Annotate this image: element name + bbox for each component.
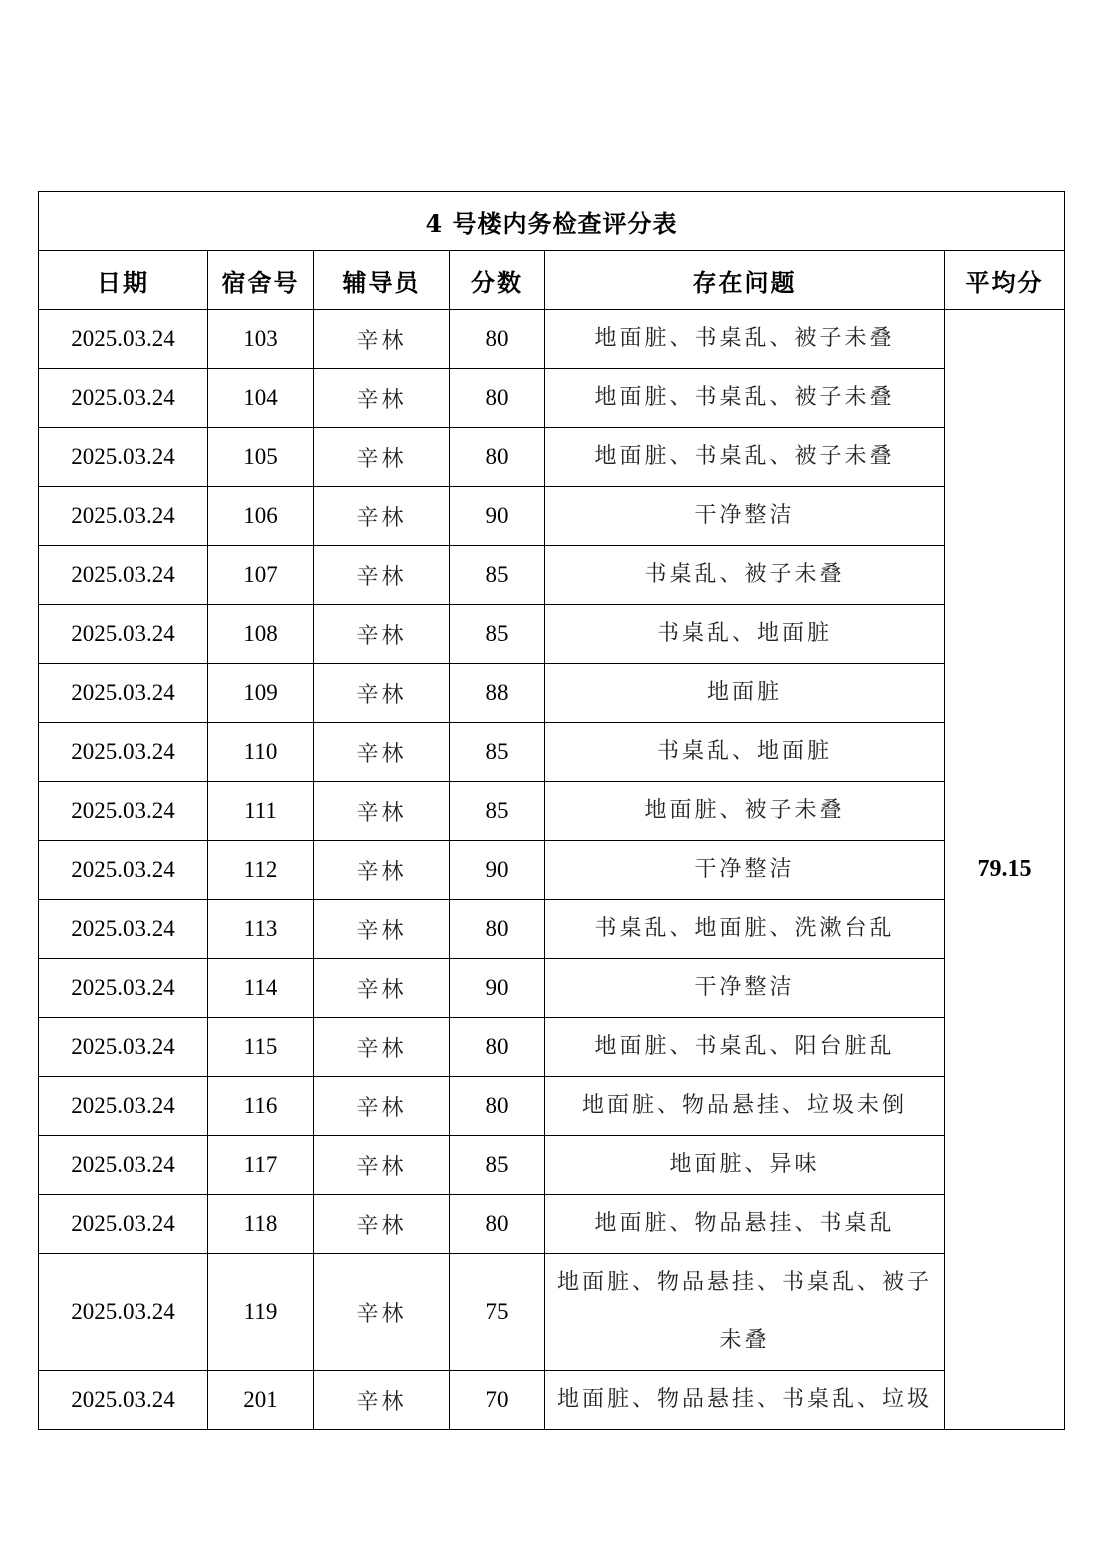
cell-score: 85 xyxy=(450,1136,545,1195)
cell-date: 2025.03.24 xyxy=(39,1018,208,1077)
cell-counselor: 辛林 xyxy=(314,487,450,546)
cell-room: 105 xyxy=(208,428,314,487)
col-header-date: 日期 xyxy=(39,251,208,310)
cell-room: 107 xyxy=(208,546,314,605)
cell-score: 85 xyxy=(450,605,545,664)
cell-score: 70 xyxy=(450,1371,545,1430)
table-row xyxy=(39,841,1065,900)
cell-counselor: 辛林 xyxy=(314,369,450,428)
cell-score: 88 xyxy=(450,664,545,723)
cell-issues: 地面脏、书桌乱、被子未叠 xyxy=(545,369,945,428)
table-body xyxy=(39,310,1065,1430)
cell-issues: 书桌乱、地面脏、洗漱台乱 xyxy=(545,900,945,959)
cell-date: 2025.03.24 xyxy=(39,1136,208,1195)
cell-issues: 地面脏、物品悬挂、书桌乱 xyxy=(545,1195,945,1254)
cell-score: 85 xyxy=(450,546,545,605)
cell-counselor: 辛林 xyxy=(314,1018,450,1077)
table-row xyxy=(39,487,1065,546)
table-row xyxy=(39,310,1065,369)
cell-counselor: 辛林 xyxy=(314,1077,450,1136)
cell-score: 90 xyxy=(450,487,545,546)
cell-issues: 地面脏、物品悬挂、书桌乱、被子未叠 xyxy=(545,1254,945,1371)
cell-date: 2025.03.24 xyxy=(39,1371,208,1430)
cell-score: 85 xyxy=(450,723,545,782)
cell-room: 106 xyxy=(208,487,314,546)
col-header-issues: 存在问题 xyxy=(545,251,945,310)
cell-issues: 地面脏、书桌乱、阳台脏乱 xyxy=(545,1018,945,1077)
cell-score: 80 xyxy=(450,1018,545,1077)
cell-issues: 干净整洁 xyxy=(545,487,945,546)
cell-score: 75 xyxy=(450,1254,545,1371)
cell-date: 2025.03.24 xyxy=(39,1077,208,1136)
table-row xyxy=(39,546,1065,605)
average-score: 79.15 xyxy=(945,310,1065,1430)
cell-date: 2025.03.24 xyxy=(39,900,208,959)
cell-counselor: 辛林 xyxy=(314,1136,450,1195)
cell-date: 2025.03.24 xyxy=(39,487,208,546)
cell-issues: 书桌乱、地面脏 xyxy=(545,605,945,664)
cell-issues: 书桌乱、被子未叠 xyxy=(545,546,945,605)
cell-room: 114 xyxy=(208,959,314,1018)
cell-score: 80 xyxy=(450,310,545,369)
table-row xyxy=(39,900,1065,959)
col-header-average: 平均分 xyxy=(945,251,1065,310)
cell-date: 2025.03.24 xyxy=(39,310,208,369)
table-row xyxy=(39,428,1065,487)
table-row xyxy=(39,1136,1065,1195)
cell-date: 2025.03.24 xyxy=(39,959,208,1018)
cell-date: 2025.03.24 xyxy=(39,428,208,487)
cell-room: 111 xyxy=(208,782,314,841)
cell-issues: 地面脏、被子未叠 xyxy=(545,782,945,841)
cell-counselor: 辛林 xyxy=(314,605,450,664)
inspection-sheet xyxy=(38,191,1064,1430)
cell-score: 80 xyxy=(450,369,545,428)
cell-counselor: 辛林 xyxy=(314,1254,450,1371)
cell-date: 2025.03.24 xyxy=(39,605,208,664)
cell-issues: 地面脏、物品悬挂、垃圾未倒 xyxy=(545,1077,945,1136)
col-header-counselor: 辅导员 xyxy=(314,251,450,310)
cell-room: 103 xyxy=(208,310,314,369)
cell-issues: 干净整洁 xyxy=(545,841,945,900)
table-title: 4 号楼内务检查评分表 xyxy=(39,192,1065,251)
cell-counselor: 辛林 xyxy=(314,1371,450,1430)
cell-date: 2025.03.24 xyxy=(39,841,208,900)
cell-counselor: 辛林 xyxy=(314,723,450,782)
table-row xyxy=(39,664,1065,723)
cell-room: 119 xyxy=(208,1254,314,1371)
inspection-table xyxy=(38,191,1065,1430)
cell-score: 85 xyxy=(450,782,545,841)
table-row xyxy=(39,782,1065,841)
cell-counselor: 辛林 xyxy=(314,664,450,723)
cell-score: 80 xyxy=(450,900,545,959)
cell-room: 104 xyxy=(208,369,314,428)
cell-issues: 地面脏、书桌乱、被子未叠 xyxy=(545,310,945,369)
cell-date: 2025.03.24 xyxy=(39,1254,208,1371)
cell-date: 2025.03.24 xyxy=(39,723,208,782)
cell-counselor: 辛林 xyxy=(314,428,450,487)
header-row xyxy=(39,251,1065,310)
table-row xyxy=(39,959,1065,1018)
cell-score: 90 xyxy=(450,841,545,900)
cell-score: 80 xyxy=(450,1195,545,1254)
cell-counselor: 辛林 xyxy=(314,310,450,369)
cell-room: 116 xyxy=(208,1077,314,1136)
cell-room: 108 xyxy=(208,605,314,664)
cell-issues: 地面脏、异味 xyxy=(545,1136,945,1195)
cell-room: 118 xyxy=(208,1195,314,1254)
cell-counselor: 辛林 xyxy=(314,841,450,900)
cell-room: 109 xyxy=(208,664,314,723)
cell-room: 117 xyxy=(208,1136,314,1195)
cell-room: 112 xyxy=(208,841,314,900)
table-row xyxy=(39,369,1065,428)
table-row xyxy=(39,723,1065,782)
cell-issues: 干净整洁 xyxy=(545,959,945,1018)
cell-date: 2025.03.24 xyxy=(39,1195,208,1254)
cell-date: 2025.03.24 xyxy=(39,782,208,841)
cell-date: 2025.03.24 xyxy=(39,546,208,605)
table-row xyxy=(39,1195,1065,1254)
cell-score: 90 xyxy=(450,959,545,1018)
cell-date: 2025.03.24 xyxy=(39,664,208,723)
col-header-room: 宿舍号 xyxy=(208,251,314,310)
table-row xyxy=(39,605,1065,664)
cell-room: 201 xyxy=(208,1371,314,1430)
cell-date: 2025.03.24 xyxy=(39,369,208,428)
table-row xyxy=(39,1371,1065,1430)
cell-room: 110 xyxy=(208,723,314,782)
cell-score: 80 xyxy=(450,1077,545,1136)
col-header-score: 分数 xyxy=(450,251,545,310)
table-row xyxy=(39,1077,1065,1136)
cell-room: 113 xyxy=(208,900,314,959)
cell-score: 80 xyxy=(450,428,545,487)
cell-counselor: 辛林 xyxy=(314,900,450,959)
table-row xyxy=(39,1254,1065,1371)
cell-counselor: 辛林 xyxy=(314,959,450,1018)
cell-issues: 地面脏、物品悬挂、书桌乱、垃圾 xyxy=(545,1371,945,1430)
cell-issues: 地面脏、书桌乱、被子未叠 xyxy=(545,428,945,487)
cell-counselor: 辛林 xyxy=(314,782,450,841)
cell-counselor: 辛林 xyxy=(314,546,450,605)
cell-issues: 地面脏 xyxy=(545,664,945,723)
cell-room: 115 xyxy=(208,1018,314,1077)
cell-counselor: 辛林 xyxy=(314,1195,450,1254)
table-row xyxy=(39,1018,1065,1077)
cell-issues: 书桌乱、地面脏 xyxy=(545,723,945,782)
